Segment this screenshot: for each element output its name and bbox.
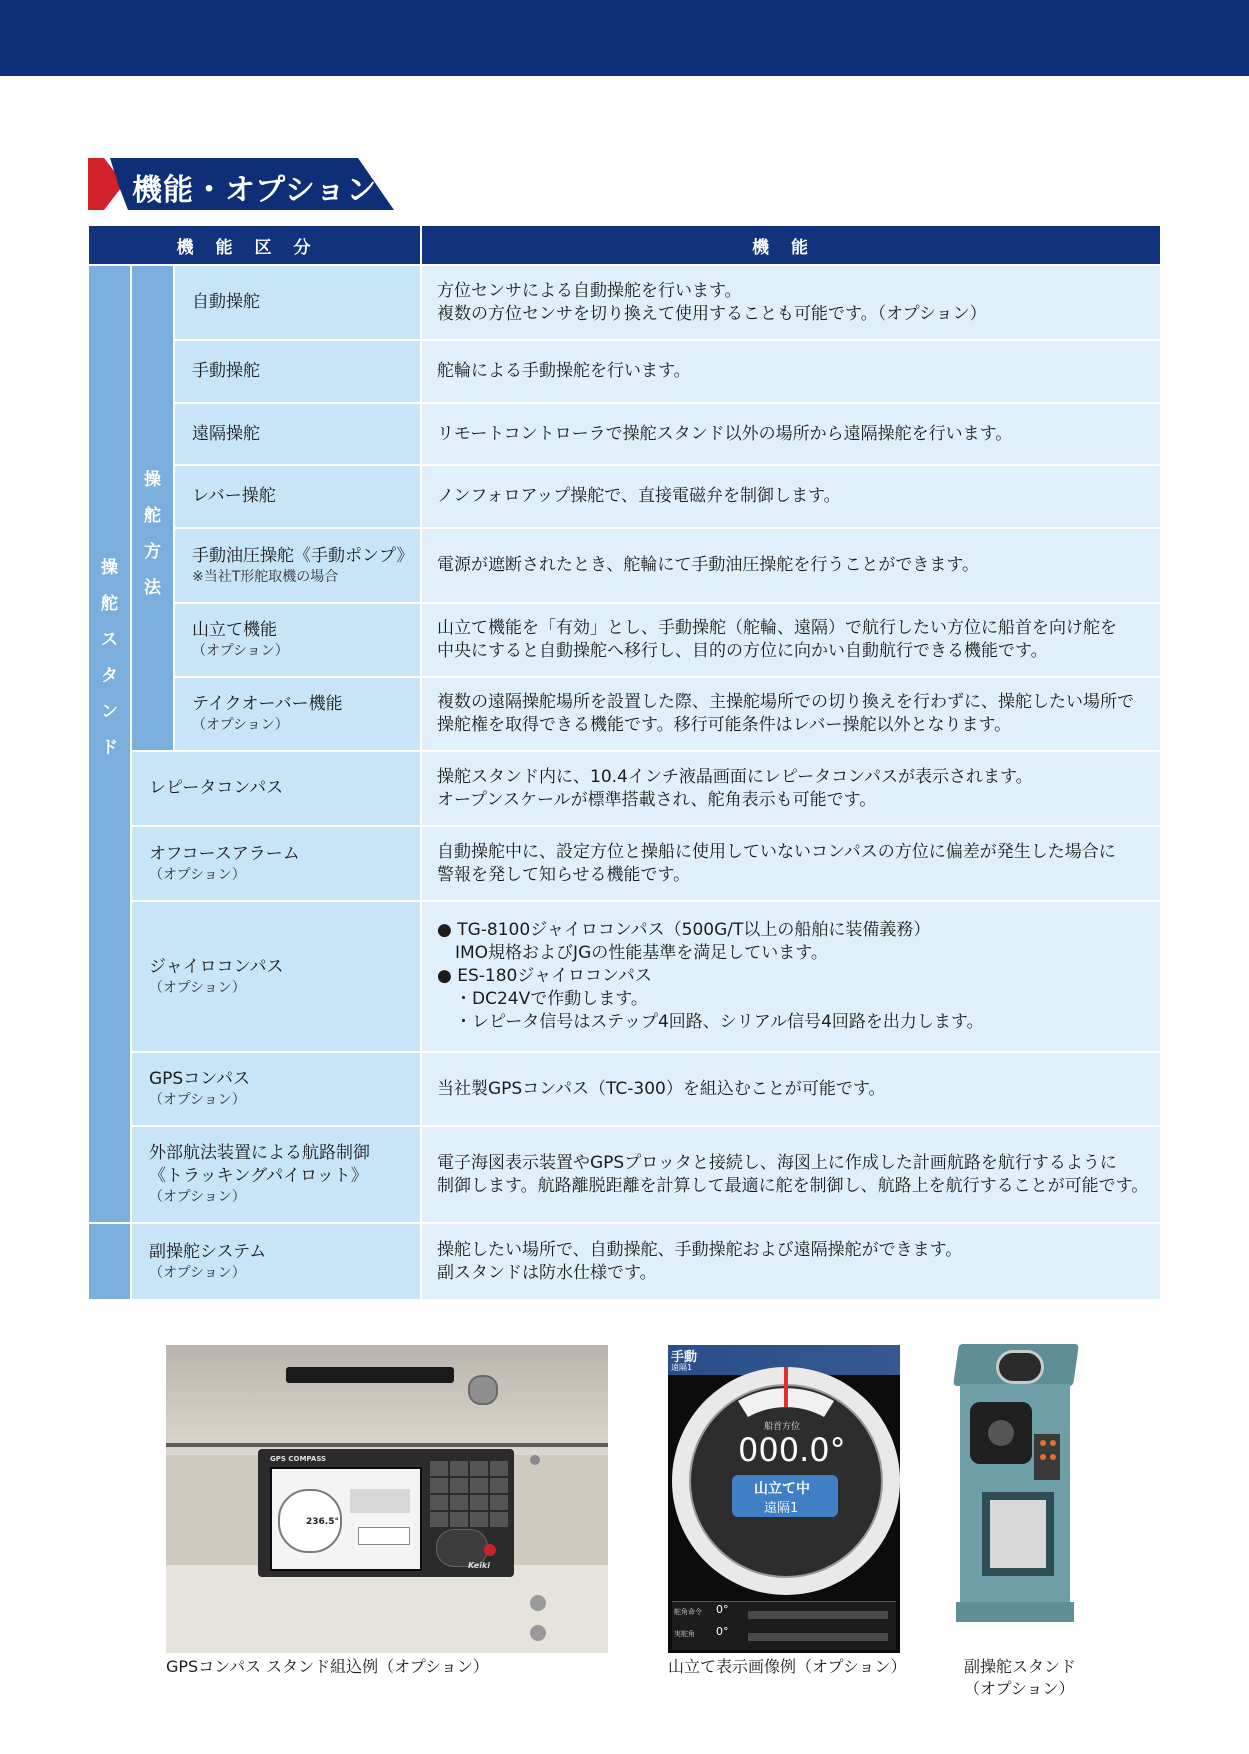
row-label-gps: GPSコンパス （オプション） — [132, 1053, 420, 1125]
rudder-command-label: 舵角命令 — [674, 1608, 702, 1616]
row-label-takeover: テイクオーバー機能 （オプション） — [175, 678, 420, 750]
row-label-hydraulic: 手動油圧操舵《手動ポンプ》 ※当社T形舵取機の場合 — [175, 529, 420, 602]
caption-sub-stand-2: （オプション） — [964, 1679, 1075, 1698]
group-band-sub-system — [89, 1224, 130, 1299]
mode-label: 手動 — [671, 1350, 698, 1365]
caption-yamadate: 山立て表示画像例（オプション） — [668, 1657, 907, 1676]
row-desc-takeover: 複数の遠隔操舵場所を設置した際、主操舵場所での切り換えを行わずに、操舵したい場所で 操舵権を取得できる機能です。移行可能条件はレバー操舵以外となります。 — [422, 678, 1160, 750]
row-label-offcourse: オフコースアラーム （オプション） — [132, 827, 420, 900]
table-header-function: 機能 — [422, 226, 1160, 264]
row-label-lever: レバー操舵 — [175, 466, 420, 527]
row-desc-hydraulic: 電源が遮断されたとき、舵輪にて手動油圧操舵を行うことができます。 — [422, 529, 1160, 602]
row-desc-lever: ノンフォロアップ操舵で、直接電磁弁を制御します。 — [422, 466, 1160, 527]
yamadate-status: 山立て中 — [754, 1481, 810, 1497]
gps-compass-stand-photo — [166, 1345, 608, 1653]
row-label-substeering: 副操舵システム （オプション） — [132, 1224, 420, 1299]
row-label-gyro: ジャイロコンパス （オプション） — [132, 902, 420, 1051]
row-label-yamadate: 山立て機能 （オプション） — [175, 604, 420, 676]
sub-steering-stand-photo — [946, 1340, 1086, 1656]
table-header-category: 機能区分 — [89, 226, 420, 264]
row-desc-offcourse: 自動操舵中に、設定方位と操船に使用していないコンパスの方位に偏差が発生した場合に 警報を発して知らせる機能です。 — [422, 827, 1160, 900]
row-desc-substeering: 操舵したい場所で、自動操舵、手動操舵および遠隔操舵ができます。 副スタンドは防水仕様です。 — [422, 1224, 1160, 1299]
row-desc-remote: リモートコントローラで操舵スタンド以外の場所から遠隔操舵を行います。 — [422, 404, 1160, 464]
keiki-logo: Keiki — [468, 1561, 490, 1570]
row-label-repeater: レピータコンパス — [132, 752, 420, 825]
group-band-main: 操 舵 ス タ ン ド — [89, 266, 130, 1224]
row-desc-auto: 方位センサによる自動操舵を行います。 複数の方位センサを切り換えて使用することも可能です。（オプション） — [422, 266, 1160, 339]
yamadate-screen-photo — [668, 1345, 900, 1653]
caption-gps-stand: GPSコンパス スタンド組込例（オプション） — [166, 1657, 489, 1676]
yamadate-remote: 遠隔1 — [764, 1501, 799, 1516]
row-label-remote: 遠隔操舵 — [175, 404, 420, 464]
gps-brand-label: GPS COMPASS — [270, 1455, 327, 1463]
row-label-tracking: 外部航法装置による航路制御 《トラッキングパイロット》 （オプション） — [132, 1127, 420, 1222]
row-desc-tracking: 電子海図表示装置やGPSプロッタと接続し、海図上に作成した計画航路を航行するように 制御します。航路離脱距離を計算して最適に舵を制御し、航路上を航行することが可能です。 — [422, 1127, 1160, 1222]
gps-heading-readout: 236.5° — [306, 1517, 339, 1527]
rudder-actual-label: 実舵角 — [674, 1630, 695, 1638]
row-desc-gyro: ● TG-8100ジャイロコンパス（500G/T以上の船舶に装備義務） IMO規格およびJGの性能基準を満足しています。 ● ES-180ジャイロコンパス ・DC24Vで作動します。 ・レピータ信号はステップ4回路、シリアル信号4回路を出力します。 — [422, 902, 1160, 1051]
mode-sub-label: 遠隔1 — [671, 1363, 693, 1372]
row-desc-manual: 舵輪による手動操舵を行います。 — [422, 341, 1160, 402]
top-banner — [0, 0, 1249, 76]
caption-sub-stand-1: 副操舵スタンド — [964, 1657, 1077, 1676]
group-band-steering: 操 舵 方 法 — [132, 266, 173, 750]
row-desc-yamadate: 山立て機能を「有効」とし、手動操舵（舵輪、遠隔）で航行したい方位に船首を向け舵を 中央にすると自動操舵へ移行し、目的の方位に向かい自動航行できる機能です。 — [422, 604, 1160, 676]
rudder-command-value: 0° — [716, 1603, 729, 1616]
row-label-manual: 手動操舵 — [175, 341, 420, 402]
row-desc-gps: 当社製GPSコンパス（TC-300）を組込むことが可能です。 — [422, 1053, 1160, 1125]
row-label-auto: 自動操舵 — [175, 266, 420, 339]
heading-value: 000.0° — [738, 1431, 846, 1469]
row-desc-repeater: 操舵スタンド内に、10.4インチ液晶画面にレピータコンパスが表示されます。 オープンスケールが標準搭載され、舵角表示も可能です。 — [422, 752, 1160, 825]
rudder-actual-value: 0° — [716, 1625, 729, 1638]
heading-label: 船首方位 — [764, 1422, 801, 1432]
section-heading — [88, 158, 394, 210]
section-title: 機能・オプション — [132, 173, 378, 208]
